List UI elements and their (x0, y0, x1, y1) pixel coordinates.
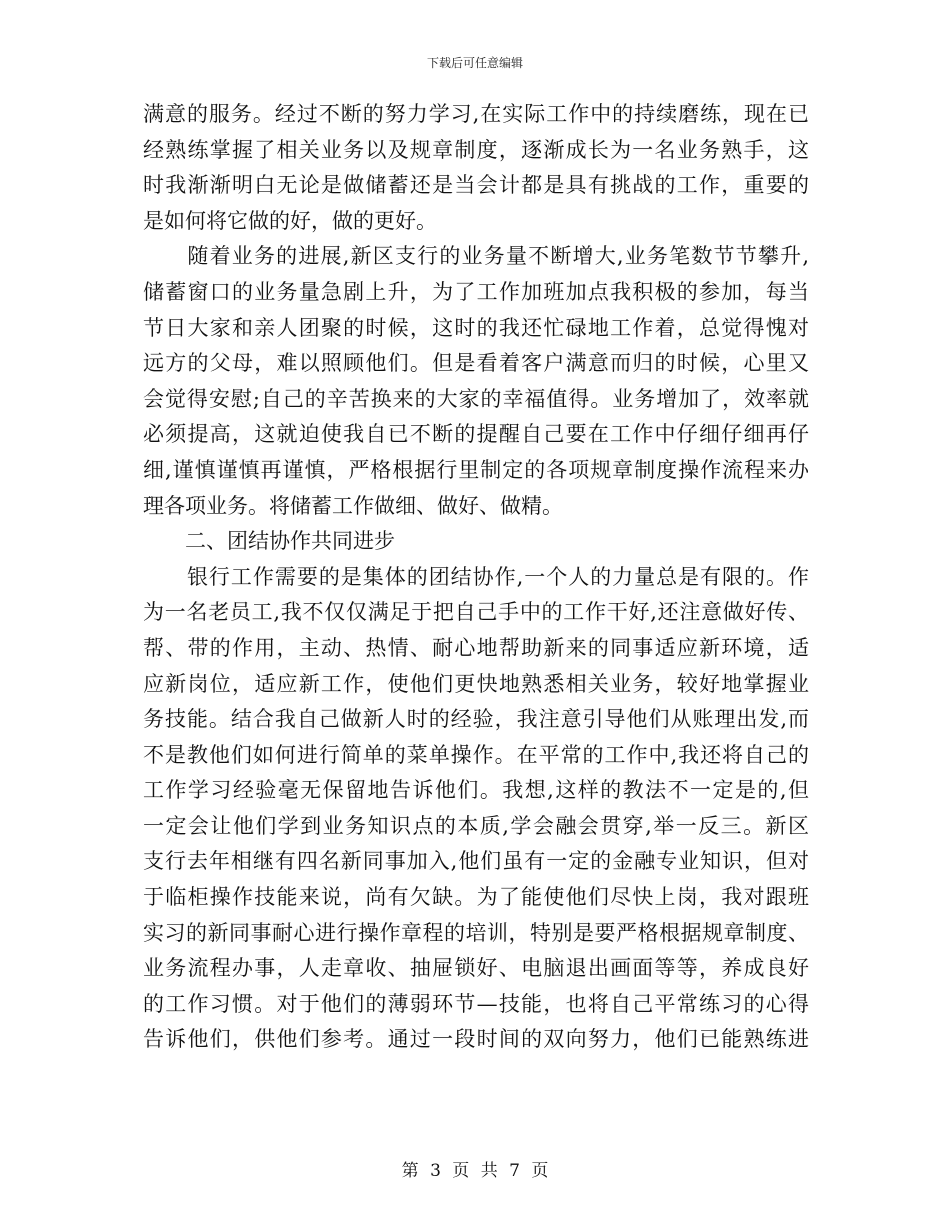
text-line: 储蓄窗口的业务量急剧上升，为了工作加班加点我积极的参加，每当 (143, 279, 809, 304)
text-line: 一定会让他们学到业务知识点的本质,学会融会贯穿,举一反三。新区 (143, 813, 809, 838)
text-line: 为一名老员工,我不仅仅满足于把自己手中的工作干好,还注意做好传、 (143, 600, 809, 625)
text-line: 于临柜操作技能来说，尚有欠缺。为了能使他们尽快上岗，我对跟班 (143, 885, 809, 910)
page-current-number: 3 (430, 1161, 441, 1181)
text-line: 节日大家和亲人团聚的时候，这时的我还忙碌地工作着，总觉得愧对 (143, 315, 809, 340)
page-total-number: 7 (509, 1161, 520, 1181)
text-line: 远方的父母，难以照顾他们。但是看着客户满意而归的时候，心里又 (143, 351, 809, 376)
text-line: 的工作习惯。对于他们的薄弱环节—技能，也将自己平常练习的心得 (143, 991, 809, 1016)
text-line: 随着业务的进展,新区支行的业务量不断增大,业务笔数节节攀升, (143, 244, 809, 269)
page-mid-word: 页 (452, 1161, 470, 1181)
page-word: 第 (401, 1161, 419, 1181)
text-line: 工作学习经验毫无保留地告诉他们。我想,这样的教法不一定是的,但 (143, 778, 809, 803)
text-line: 支行去年相继有四名新同事加入,他们虽有一定的金融专业知识，但对 (143, 849, 809, 874)
text-line: 业务流程办事，人走章收、抽屉锁好、电脑退出画面等等，养成良好 (143, 956, 809, 981)
text-line: 实习的新同事耐心进行操作章程的培训，特别是要严格根据规章制度、 (143, 920, 809, 945)
body-text (143, 97, 809, 1058)
total-word: 共 (480, 1161, 498, 1181)
text-line: 不是教他们如何进行简单的菜单操作。在平常的工作中,我还将自己的 (143, 742, 809, 767)
text-line: 银行工作需要的是集体的团结协作,一个人的力量总是有限的。作 (143, 564, 809, 589)
text-line: 是如何将它做的好，做的更好。 (143, 208, 437, 233)
page-footer (0, 1156, 950, 1181)
page-end-word: 页 (531, 1161, 549, 1181)
text-line: 理各项业务。将储蓄工作做细、做好、做精。 (143, 493, 563, 518)
section-heading: 二、团结协作共同进步 (143, 529, 395, 554)
text-line: 满意的服务。经过不断的努力学习,在实际工作中的持续磨练，现在已 (143, 102, 809, 126)
text-line: 务技能。结合我自己做新人时的经验，我注意引导他们从账理出发,而 (143, 707, 809, 732)
text-line: 细,谨慎谨慎再谨慎，严格根据行里制定的各项规章制度操作流程来办 (143, 457, 809, 482)
text-line: 应新岗位，适应新工作，使他们更快地熟悉相关业务，较好地掌握业 (143, 671, 809, 696)
text-line: 必须提高，这就迫使我自已不断的提醒自己要在工作中仔细仔细再仔 (143, 422, 809, 447)
text-line: 告诉他们，供他们参考。通过一段时间的双向努力，他们已能熟练进 (143, 1027, 809, 1052)
page-header: 下载后可任意编辑 (426, 56, 523, 70)
text-line: 帮、带的作用，主动、热情、耐心地帮助新来的同事适应新环境，适 (143, 635, 809, 660)
text-line: 经熟练掌握了相关业务以及规章制度，逐渐成长为一名业务熟手，这 (143, 137, 809, 162)
text-line: 会觉得安慰;自己的辛苦换来的大家的幸福值得。业务增加了，效率就 (143, 386, 809, 411)
text-line: 时我渐渐明白无论是做储蓄还是当会计都是具有挑战的工作，重要的 (143, 173, 809, 198)
